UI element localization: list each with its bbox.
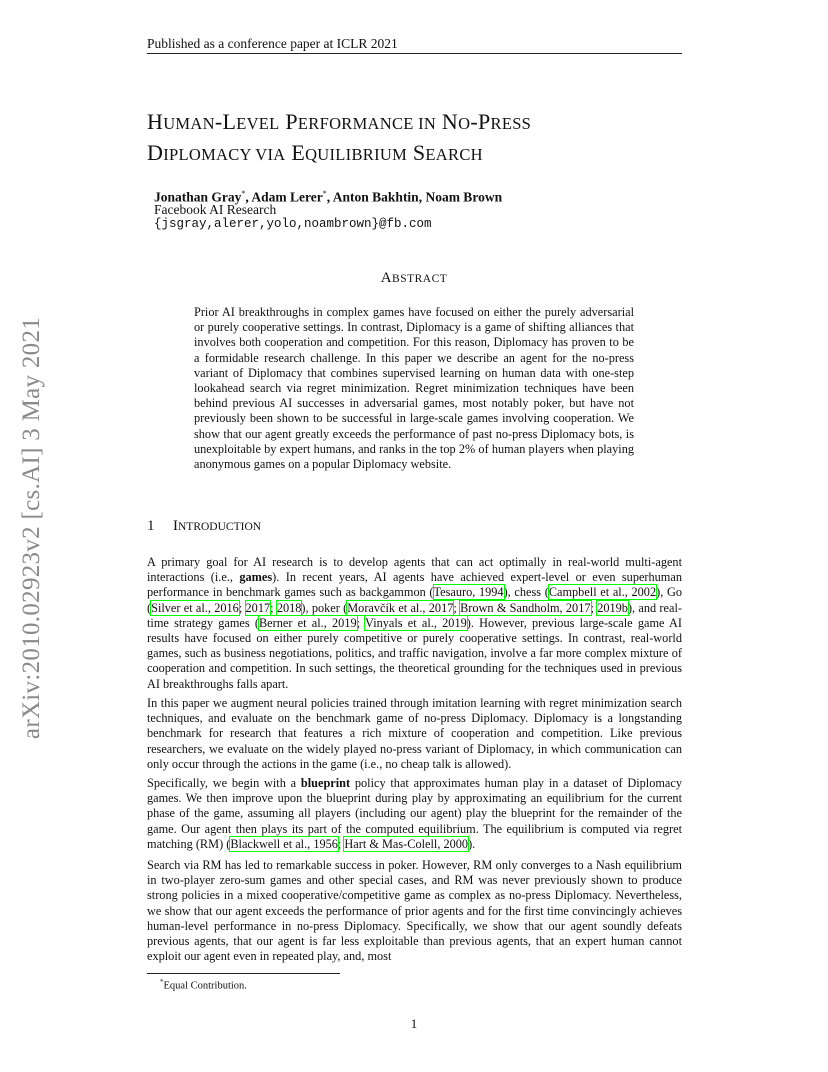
abstract-text: Prior AI breakthroughs in complex games have focused on either the purely adversarial or purely cooperative settings. In contrast, Diplomacy is a game of shifting alliances that involves both cooperation and competition. For this reason, Diplomacy has proven to be a formidable research challenge. In this paper we describe an agent for the no-press variant of Diplomacy that combines supervised learning on human data with one-step lookahead search via regret minimization. Regret minimization techniques have been behind previous AI successes in adversarial games, most notably poker, but have not previously been shown to be successful in large-scale games involving cooperation. We show that our agent greatly exceeds the performance of past no-press Diplomacy bots, is unexploitable by expert humans, and ranks in the top 2% of human players when playing anonymous games on a popular Diplomacy website. [194,305,634,472]
citation-link[interactable]: Moravčík et al., 2017 [347,600,454,615]
title-cap: D [147,140,164,165]
citation-link[interactable]: Tesauro, 1994 [433,585,504,600]
citation-link[interactable]: Vinyals et al., 2019 [365,615,467,630]
citation-link[interactable]: 2019b [597,600,628,615]
title-smallcaps: IPLOMACY VIA [163,145,286,164]
intro-paragraph-3 [147,776,682,852]
text-run: ; [453,600,461,615]
section-heading-introduction [147,518,261,535]
citation-link[interactable]: Campbell et al., 2002 [548,585,657,600]
footnote [160,978,247,992]
equal-contrib-mark: * [322,189,327,198]
title-line-2 [147,138,707,169]
author-name: Adam Lerer [251,189,323,205]
paper-title [147,107,707,169]
equal-contrib-mark: * [241,189,246,198]
text-run: ), and real-time strategy games ( [147,600,682,630]
title-cap: N [436,109,459,134]
title-cap: E [285,140,306,165]
text-run: ), Go ( [147,585,682,615]
bold-term: games [239,570,273,585]
footnote-text: Equal Contribution. [163,980,247,992]
title-cap: S [407,140,426,165]
title-line-1 [147,107,707,138]
intro-paragraph-2: In this paper we augment neural policies trained through imitation learning with regret minimization search techniques, and evaluate on the benchmark game of no-press Diplomacy. Diplomacy is a longstanding benchmark for research that features a rich mixture of cooperation and competition. Like previous researchers, we evaluate on the widely played no-press variant of Diplomacy, in which communication can only occur through the actions in the game (i.e., no cheap talk is allowed). [147,696,682,771]
page-number: 1 [410,1016,418,1031]
text-run: policy that approximates human play in a dataset of Diplomacy games. We then improve upon the blueprint during play by approximating an equilibrium for the current phase of the game, assuming all players (including our agent) play the blueprint for the remainder of the game. Our agent then plays its part of the computed equilibrium. The equilibrium is computed via regret matching (RM) ( [147,776,682,851]
text-run: ; [337,836,345,851]
title-smallcaps: QUILIBRIUM [305,145,408,164]
intro-paragraph-4: Search via RM has led to remarkable success in poker. However, RM only converges to a Nash equilibrium in two-player zero-sum games and other special cases, and RM was never previously shown to produce strong policies in a mixed cooperative/competitive game as complex as no-press Diplomacy. Nevertheless, we show that our agent exceeds the performance of prior agents and for the first time convincingly achieves human-level performance in no-press Diplomacy. Specifically, we show that our agent soundly defeats previous agents, that our agent is far less exploitable than previous agents, that an expert human cannot exploit our agent even in repeated play, and, most [147,858,682,964]
citation-link[interactable]: Silver et al., 2016 [151,600,239,615]
citation-link[interactable]: 2018 [276,600,302,615]
affiliation: Facebook AI Research [154,202,277,217]
running-header: Published as a conference paper at ICLR 2021 [147,36,398,51]
citation-link[interactable]: Hart & Mas-Colell, 2000 [344,836,469,851]
title-cap: P [279,109,298,134]
bold-term: blueprint [300,776,351,790]
heading-smallcaps: BSTRACT [392,273,448,285]
title-smallcaps: ERFORMANCE IN [297,114,437,133]
title-cap: -P [470,109,491,134]
heading-smallcaps: NTRODUCTION [178,521,262,533]
intro-paragraph-1 [147,555,682,692]
footnote-rule [147,973,340,974]
title-cap: -L [214,109,237,134]
arxiv-identifier: arXiv:2010.02923v2 [cs.AI] 3 May 2021 [18,316,45,740]
section-number: 1 [147,518,155,534]
text-run: ), poker ( [301,600,348,615]
text-run: ). However, previous large-scale game AI results have focused on either purely competitive or purely cooperative settings. In contrast, real-world games, such as business negotiations, politics, and traffic navigation, involve a far more complex mixture of cooperation and competition. In such settings, the theoretical grounding for the techniques used in previous AI breakthroughs falls apart. [147,615,683,691]
title-smallcaps: UMAN [163,114,215,133]
text-run: Specifically, we begin with a [147,776,301,790]
text-run: ; [356,615,366,630]
text-run: ), chess ( [503,585,549,600]
citation-link[interactable]: 2017 [245,600,271,615]
text-run: ; [238,600,246,615]
title-smallcaps: RESS [490,114,532,133]
abstract-heading [0,270,828,287]
arxiv-sidebar [10,298,54,758]
text-run: ). In recent years, AI agents have achieved expert-level or even superhuman performance in benchmark games such as backgammon ( [147,570,682,600]
heading-cap: A [380,270,393,286]
header-rule [147,53,682,54]
text-run: ). [468,836,476,851]
citation-link[interactable]: Brown & Sandholm, 2017 [460,600,591,615]
title-smallcaps: EVEL [236,114,280,133]
footnote-mark: * [160,978,164,986]
title-smallcaps: O [458,114,471,133]
author-name: Anton Bakhtin, Noam Brown [332,189,503,205]
citation-link[interactable]: Blackwell et al., 1956 [230,836,338,851]
text-run: ; [590,600,598,615]
author-emails: {jsgray,alerer,yolo,noambrown}@fb.com [154,217,432,231]
citation-link[interactable]: Berner et al., 2019 [258,615,357,630]
text-run: ; [270,600,277,615]
author-list: Jonathan Gray*, Adam Lerer*, Anton Bakhtin, Noam Brown [154,189,503,205]
author-name: Jonathan Gray [154,189,242,205]
title-smallcaps: EARCH [425,145,483,164]
title-cap: H [147,109,164,134]
text-run: A primary goal for AI research is to develop agents that can act optimally in real-world multi-agent interactions (i.e., [147,555,682,585]
heading-cap: I [173,518,178,534]
